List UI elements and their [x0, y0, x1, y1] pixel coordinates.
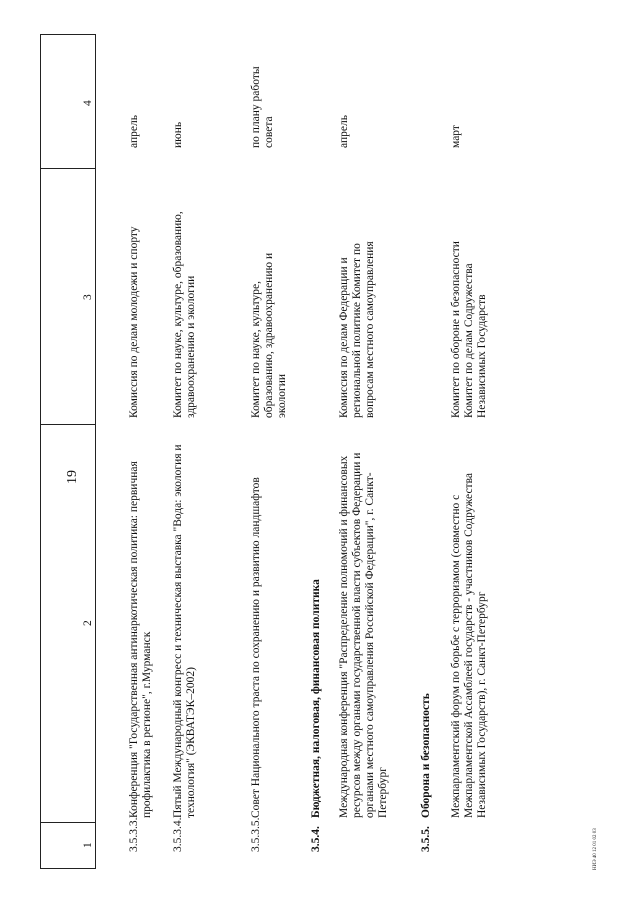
row-responsible: Комитет по науке, культуре, образованию, здравоохранению и экологии	[250, 252, 288, 418]
row-event: Межпарламентский форум по борьбе с терроризмом (совместно с Межпарламентской Ассамблеей государств - участников Содружества Независимых Государств), г. Санкт-Петербург	[450, 473, 488, 818]
header-col1: 1	[82, 842, 94, 848]
header-top-line	[40, 34, 96, 35]
row-responsible: Комитет по науке, культуре, образованию, здравоохранению и экологии	[172, 211, 197, 418]
section-number: 3.5.4.	[310, 826, 322, 852]
header-sep-2-1	[40, 822, 96, 823]
header-sep-3-2	[40, 424, 96, 425]
header-col4: 4	[82, 100, 94, 106]
row-responsible: Комиссия по делам Федерации и региональной политике Комитет по вопросам местного самоуправления	[338, 241, 376, 418]
row-event: Совет Национального траста по сохранению и развитию ландшафтов	[250, 477, 262, 818]
header-left-line	[40, 34, 41, 869]
row-number: 3.5.3.4.	[172, 817, 184, 852]
row-responsible: Комитет по обороне и безопасности Комитет по делам Содружества Независимых Государств	[450, 241, 488, 418]
section-title: Оборона и безопасность	[420, 693, 432, 818]
header-bottom-line	[40, 868, 96, 869]
header-col2: 2	[82, 620, 94, 626]
section-number: 3.5.5.	[420, 826, 432, 852]
row-event: Пятый Международный конгресс и техническая выставка "Вода: экология и технология" (ЭКВАТЭК–2002)	[172, 444, 197, 818]
row-number: 3.5.3.3.	[128, 817, 140, 852]
header-col3: 3	[82, 294, 94, 300]
row-deadline: по плану работы совета	[250, 66, 275, 148]
header-sep-4-3	[40, 168, 96, 169]
footer-code: НИЭ 40 12 01 02 03	[593, 828, 598, 870]
row-responsible: Комиссия по делам молодежи и спорту	[128, 226, 140, 418]
row-event: Международная конференция "Распределение полномочий и финансовых ресурсов между органами государственной власти субъектов Федерации и органами местного самоуправления Российской Федерации", г. Санкт-Петербург	[338, 452, 389, 818]
page-number: 19	[65, 470, 80, 484]
row-deadline: июнь	[172, 121, 184, 148]
row-number: 3.5.3.5.	[250, 817, 262, 852]
row-deadline: март	[450, 125, 462, 148]
row-deadline: апрель	[128, 115, 140, 148]
row-event: Конференция "Государственная антинаркотическая политика: первичная профилактика в регионе", г.Мурманск	[128, 461, 153, 818]
row-deadline: апрель	[338, 115, 350, 148]
section-title: Бюджетная, налоговая, финансовая политика	[310, 579, 322, 818]
header-right-line	[95, 34, 96, 869]
